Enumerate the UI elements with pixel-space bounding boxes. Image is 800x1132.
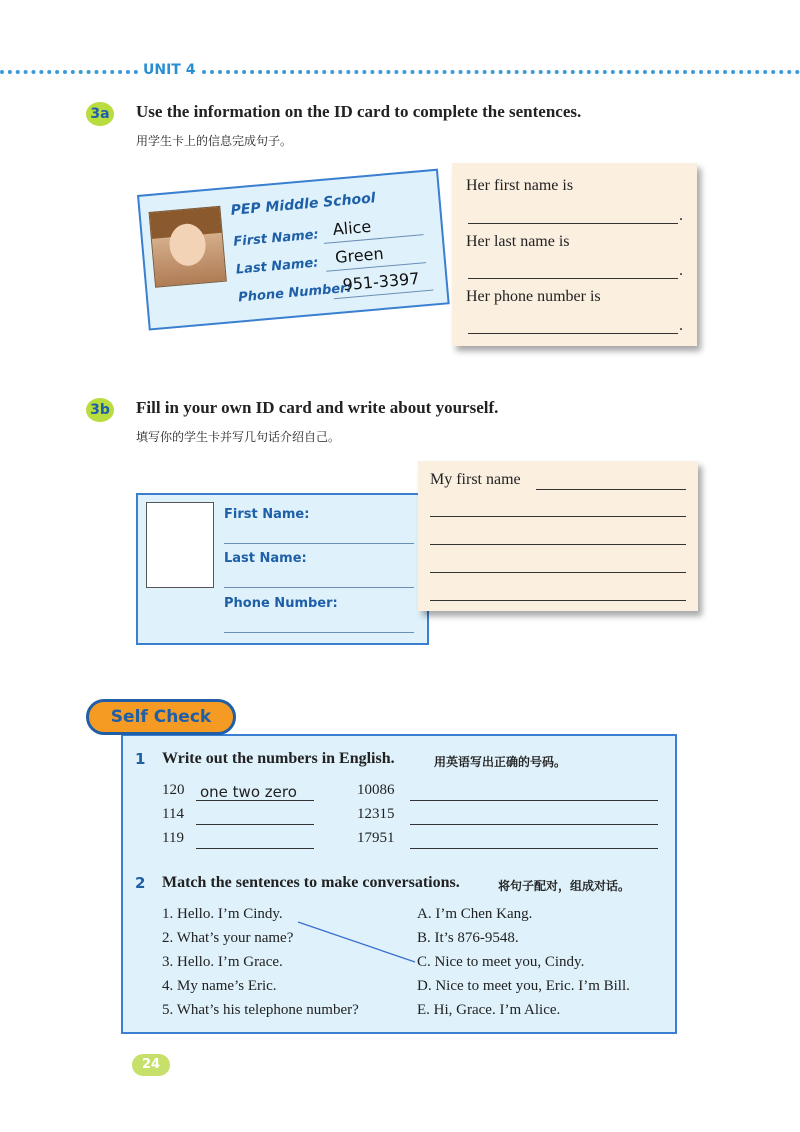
q2-right-4: E. Hi, Grace. I’m Alice. xyxy=(417,1002,561,1018)
page-number: 24 xyxy=(132,1054,170,1076)
q1-left-num-1: 114 xyxy=(162,806,184,822)
activity-badge-3b: 3b xyxy=(86,398,114,422)
period-2: . xyxy=(679,262,683,279)
q2-left-0: 1. Hello. I’m Cindy. xyxy=(162,906,283,922)
id-first-name-value: Alice xyxy=(331,216,372,240)
q1-left-num-2: 119 xyxy=(162,830,184,846)
id-last-name-value: Green xyxy=(334,243,385,267)
period-1: . xyxy=(679,207,683,224)
q2-right-0: A. I’m Chen Kang. xyxy=(417,906,533,922)
card-phone-label: Phone Number: xyxy=(224,596,338,611)
instruction-3b-cn: 填写你的学生卡并写几句话介绍自己。 xyxy=(136,430,341,444)
sentence-last-name: Her last name is xyxy=(466,233,570,250)
id-phone-value: 951-3397 xyxy=(341,268,421,295)
q2-right-1: B. It’s 876-9548. xyxy=(417,930,519,946)
q2-left-4: 5. What’s his telephone number? xyxy=(162,1002,359,1018)
id-first-name-label: First Name: xyxy=(232,227,320,250)
note-start-text: My first name xyxy=(430,471,521,488)
sentence-phone: Her phone number is xyxy=(466,288,601,305)
q1-left-num-0: 120 xyxy=(162,782,185,798)
q2-right-3: D. Nice to meet you, Eric. I’m Bill. xyxy=(417,978,630,994)
q2-title: Match the sentences to make conversations. xyxy=(162,874,460,891)
instruction-3a: Use the information on the ID card to complete the sentences. xyxy=(136,102,582,121)
q2-right-2: C. Nice to meet you, Cindy. xyxy=(417,954,585,970)
q2-number: 2 xyxy=(135,874,146,892)
q2-title-cn: 将句子配对，组成对话。 xyxy=(498,879,631,893)
card-first-name-label: First Name: xyxy=(224,507,310,522)
q1-left-answer-0: one two zero xyxy=(200,783,297,801)
q1-title: Write out the numbers in English. xyxy=(162,750,395,767)
card-last-name-label: Last Name: xyxy=(224,551,307,566)
q1-number: 1 xyxy=(135,750,146,768)
activity-badge-3a: 3a xyxy=(86,102,114,126)
period-3: . xyxy=(679,317,683,334)
q2-left-1: 2. What’s your name? xyxy=(162,930,294,946)
self-check-title: Self Check xyxy=(86,699,236,735)
q2-left-3: 4. My name’s Eric. xyxy=(162,978,277,994)
q1-title-cn: 用英语写出正确的号码。 xyxy=(434,755,567,769)
match-line-1-c xyxy=(298,922,415,962)
id-last-name-label: Last Name: xyxy=(235,255,320,278)
sentence-first-name: Her first name is xyxy=(466,177,574,194)
unit-label: UNIT 4 xyxy=(143,62,196,78)
id-school-name: PEP Middle School xyxy=(230,190,377,219)
instruction-3b: Fill in your own ID card and write about yourself. xyxy=(136,398,499,417)
q1-right-num-2: 17951 xyxy=(357,830,395,846)
q1-right-num-0: 10086 xyxy=(357,782,395,798)
q1-right-num-1: 12315 xyxy=(357,806,395,822)
id-phone-label: Phone Number: xyxy=(237,280,353,306)
q2-left-2: 3. Hello. I’m Grace. xyxy=(162,954,283,970)
instruction-3a-cn: 用学生卡上的信息完成句子。 xyxy=(136,134,293,148)
